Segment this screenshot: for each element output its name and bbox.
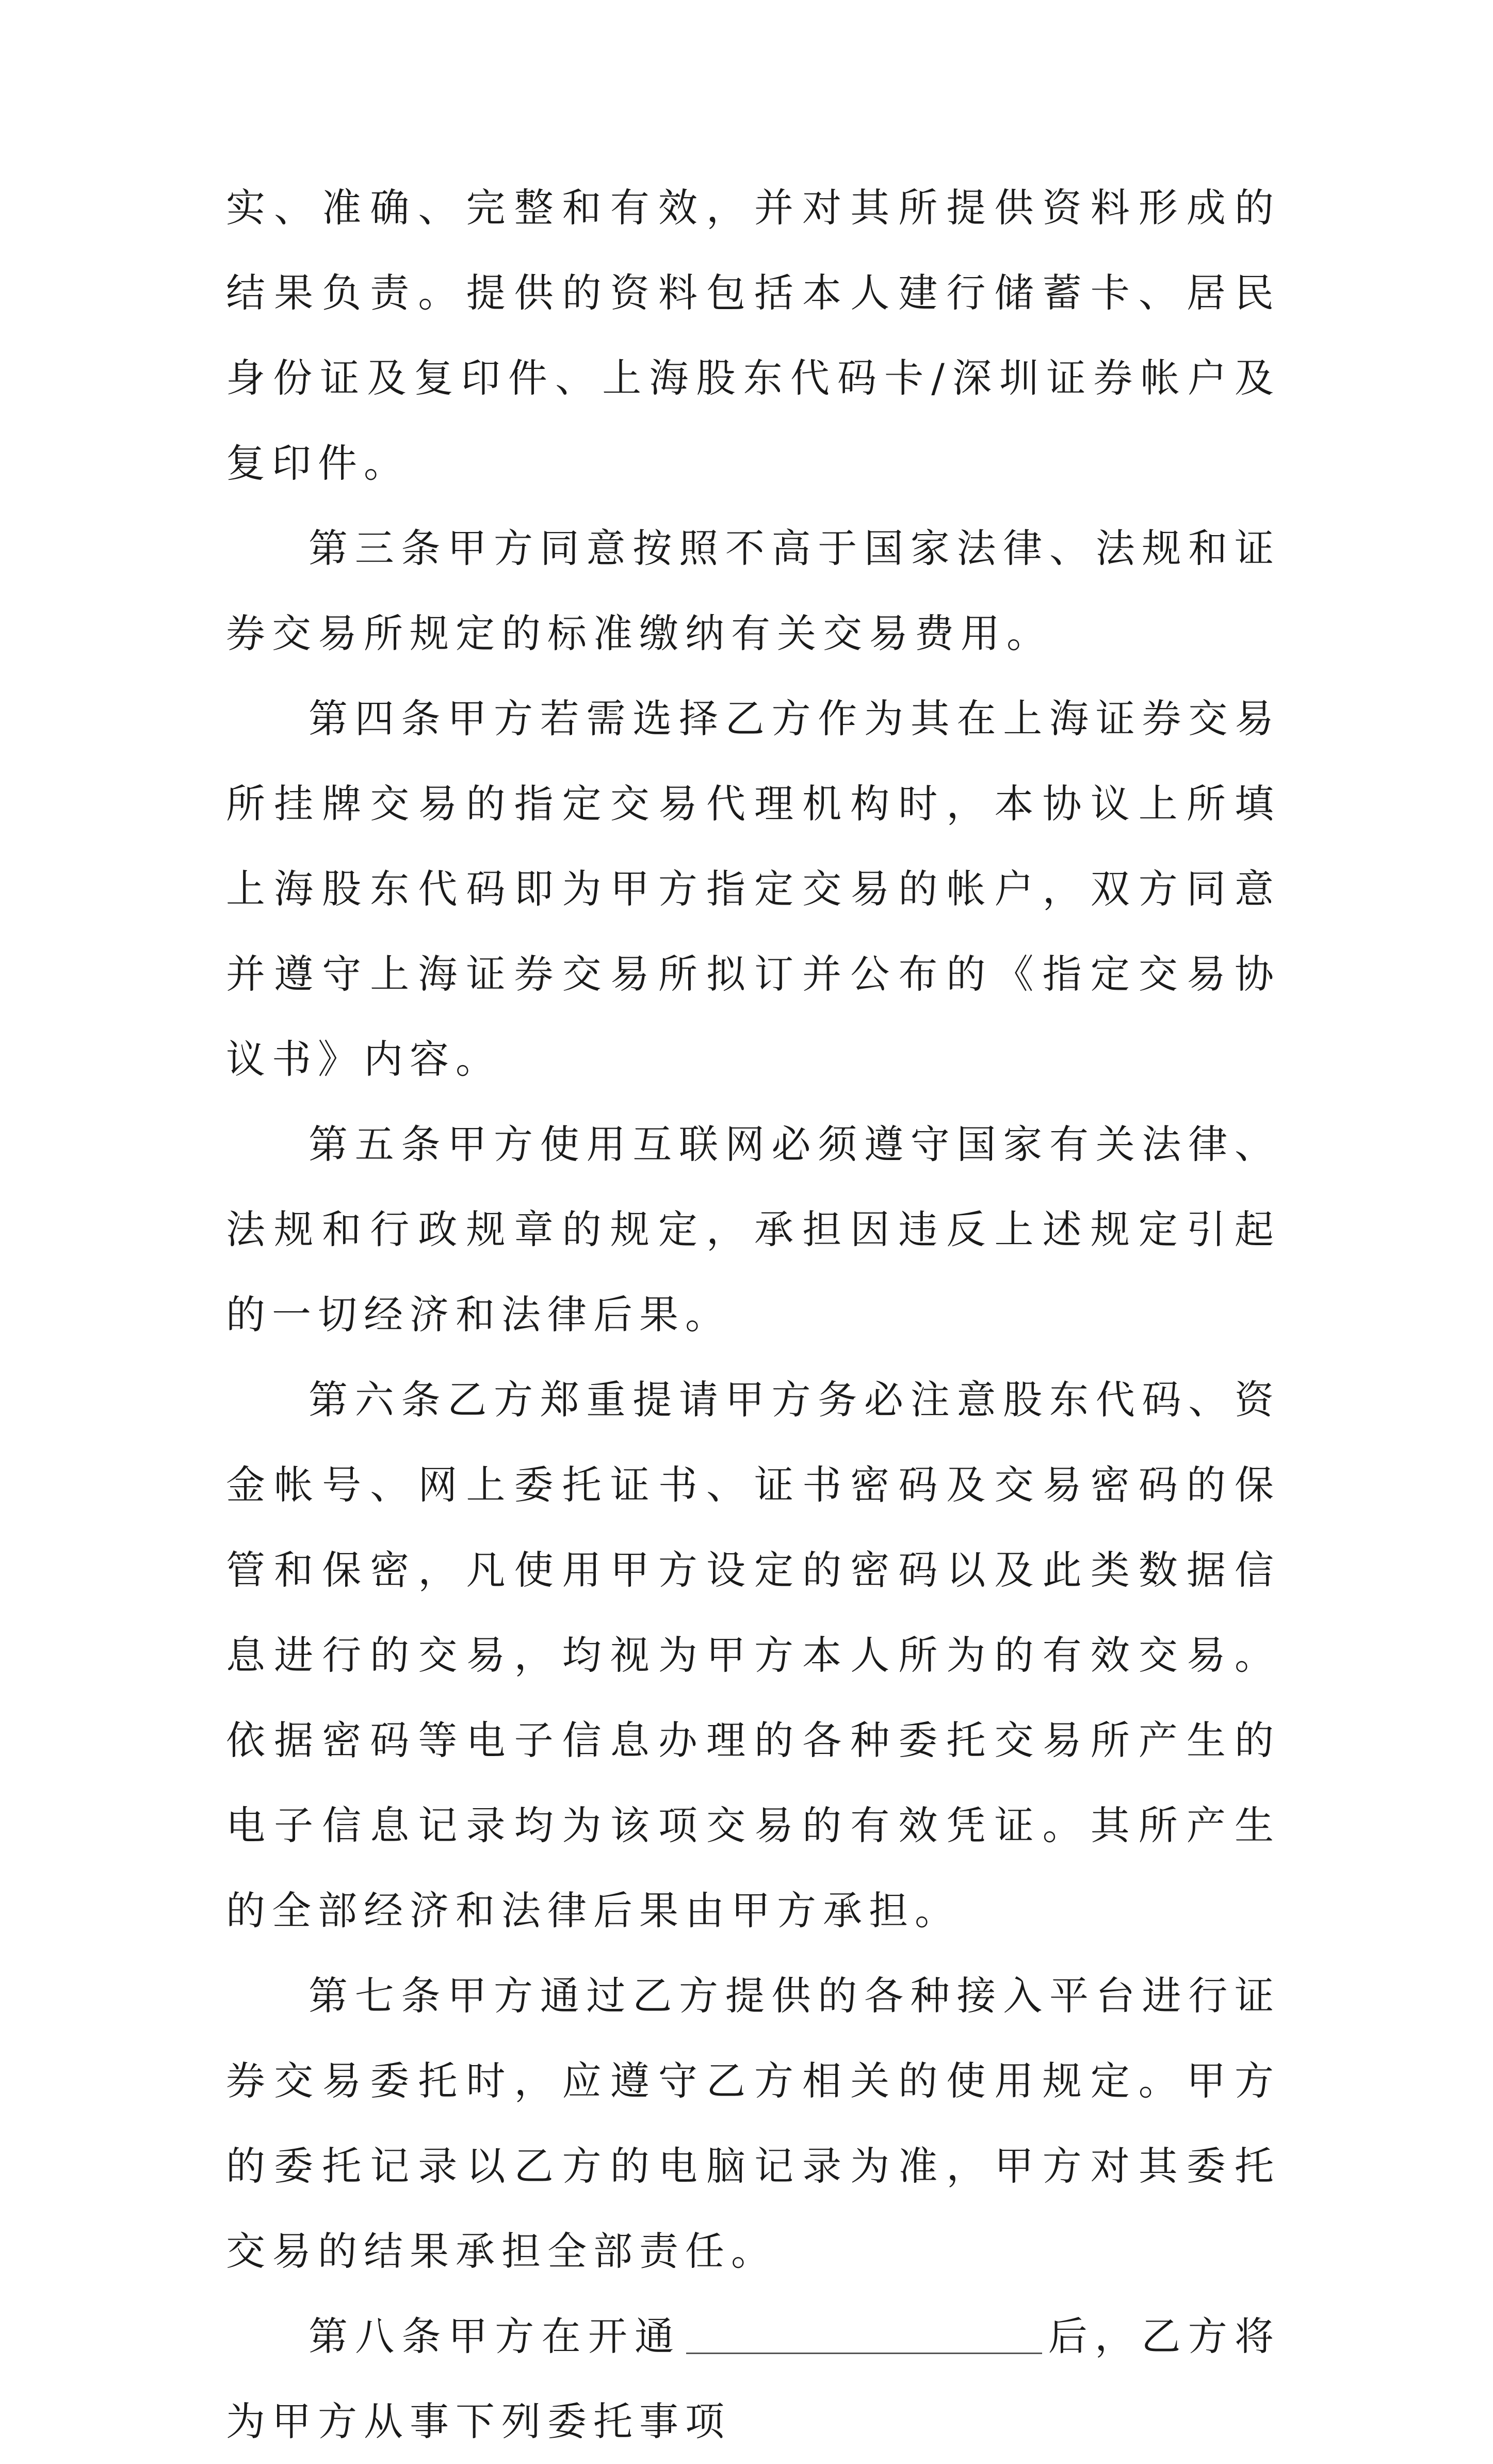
paragraph-article-8 [226, 2294, 1280, 2464]
paragraph-article-6: 第六条乙方郑重提请甲方务必注意股东代码、资金帐号、网上委托证书、证书密码及交易密码的保管和保密，凡使用甲方设定的密码以及此类数据信息进行的交易，均视为甲方本人所为的有效交易。依据密码等电子信息办理的各种委托交易所产生的电子信息记录均为该项交易的有效凭证。其所产生的全部经济和法律后果由甲方承担。 [226, 1377, 1280, 1934]
paragraph-article-7: 第七条甲方通过乙方提供的各种接入平台进行证券交易委托时，应遵守乙方相关的使用规定。甲方的委托记录以乙方的电脑记录为准，甲方对其委托交易的结果承担全部责任。 [226, 1973, 1280, 2274]
paragraph-article-5: 第五条甲方使用互联网必须遵守国家有关法律、法规和行政规章的规定，承担因违反上述规定引起的一切经济和法律后果。 [226, 1121, 1280, 1338]
article-8-text-before: 第八条甲方在开通 [309, 2313, 681, 2359]
paragraph-article-3: 第三条甲方同意按照不高于国家法律、法规和证券交易所规定的标准缴纳有关交易费用。 [226, 525, 1280, 656]
article-8-text-after: 后，乙方将为甲方从事下列委托事项 [226, 2313, 1281, 2444]
fill-in-blank [686, 2316, 1042, 2354]
document-body [226, 165, 1280, 2464]
paragraph-article-4: 第四条甲方若需选择乙方作为其在上海证券交易所挂牌交易的指定交易代理机构时，本协议上所填上海股东代码即为甲方指定交易的帐户，双方同意并遵守上海证券交易所拟订并公布的《指定交易协议书》内容。 [226, 696, 1280, 1082]
paragraph-continuation: 实、准确、完整和有效，并对其所提供资料形成的结果负责。提供的资料包括本人建行储蓄卡、居民身份证及复印件、上海股东代码卡/深圳证券帐户及复印件。 [226, 185, 1280, 486]
